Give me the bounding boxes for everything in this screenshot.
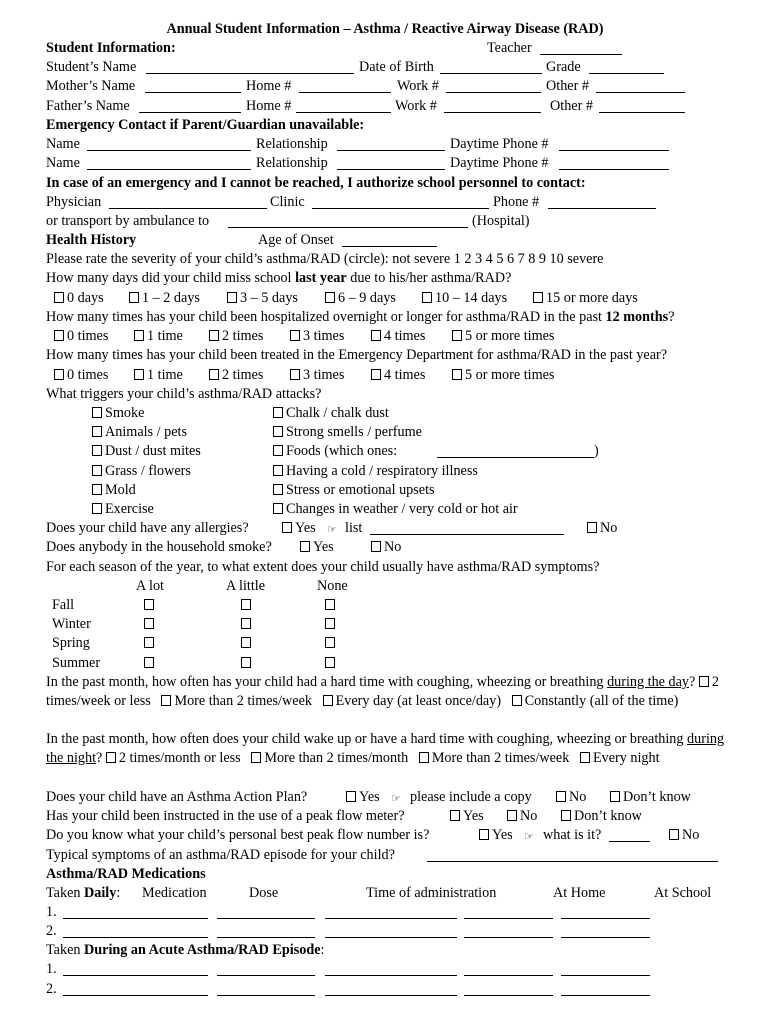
col-time: Time of administration [366,885,497,901]
daily-school-field[interactable] [561,904,650,919]
checkbox-icon[interactable] [92,407,102,418]
trigger-row [46,423,726,442]
checkbox-icon[interactable] [422,292,432,303]
ed-question: How many times has your child been treated in the Emergency Department for asthma/RAD in the past year? [46,347,668,363]
acute-medication-field[interactable] [63,981,208,996]
ed-option[interactable]: 5 or more times [452,366,554,385]
night-symptoms-question: In the past month, how often does your child wake up or have a hard time with coughing, wheezing or breathing during the night? 2 times/month or less More than 2 times/month More than 2 times/week Every night [46,731,725,767]
mother-row [46,77,726,96]
hospitalized-question: How many times has your child been hospitalized overnight or longer for asthma/RAD in the past 12 months? [46,309,675,325]
checkbox-icon[interactable] [144,599,154,610]
hosp-option[interactable]: 0 times [54,327,108,346]
meds-daily-header [46,884,726,903]
emergency-relationship-field-2[interactable] [337,155,445,170]
checkbox-icon[interactable] [273,407,283,418]
daily-med-row [46,922,726,941]
row-number: 2. [46,923,57,939]
allergies-row [46,519,726,538]
father-other-field[interactable] [599,98,685,113]
clinic-field[interactable] [312,194,489,209]
emergency-phone-field-1[interactable] [559,136,669,151]
checkbox-icon[interactable] [452,369,462,380]
pointing-hand-icon: ☞ [524,830,534,843]
checkbox-icon[interactable] [325,618,335,629]
checkbox-icon[interactable] [290,330,300,341]
mother-home-label: Home # [246,78,292,94]
miss-option[interactable]: 0 days [54,289,104,308]
checkbox-icon[interactable] [479,829,489,840]
father-other-label: Other # [550,98,593,114]
peak-no[interactable]: No [507,807,537,826]
trigger-option[interactable]: Animals / pets [92,423,187,442]
season-header [46,577,726,596]
emergency-phone-field-2[interactable] [559,155,669,170]
plan-copy-label: please include a copy [410,789,532,805]
grade-label: Grade [546,59,581,75]
miss-option[interactable]: 10 – 14 days [422,289,507,308]
checkbox-icon[interactable] [92,465,102,476]
day-option[interactable]: Constantly (all of the time) [512,693,679,709]
health-history-heading: Health History [46,232,137,248]
age-onset-label: Age of Onset [258,232,334,248]
emergency-name-field-2[interactable] [87,155,251,170]
miss-option[interactable]: 3 – 5 days [227,289,298,308]
hosp-option[interactable]: 5 or more times [452,327,554,346]
checkbox-icon[interactable] [144,637,154,648]
checkbox-icon[interactable] [92,445,102,456]
season-col-a-little: A little [226,578,266,594]
form-title: Annual Student Information – Asthma / Reactive Airway Disease (RAD) [166,21,604,37]
checkbox-icon[interactable] [587,522,597,533]
checkbox-icon[interactable] [512,695,522,706]
allergies-yes[interactable]: Yes [282,519,316,538]
acute-medication-field[interactable] [63,961,208,976]
trigger-option[interactable]: Smoke [92,404,144,423]
miss-option[interactable]: 6 – 9 days [325,289,396,308]
dob-label: Date of Birth [359,59,434,75]
checkbox-icon[interactable] [144,618,154,629]
hospital-field[interactable] [228,213,468,228]
foods-close-paren: ) [594,443,599,459]
daily-medication-field[interactable] [63,904,208,919]
mother-name-label: Mother’s Name [46,78,136,94]
checkbox-icon[interactable] [273,465,283,476]
trigger-option[interactable]: Changes in weather / very cold or hot air [273,500,518,519]
emergency-relationship-label: Relationship [256,155,328,171]
season-col-none: None [317,578,348,594]
hosp-option[interactable]: 3 times [290,327,344,346]
triggers-question: What triggers your child’s asthma/RAD attacks? [46,386,322,402]
missed-school-options [46,289,726,308]
taken-daily-label: Taken Daily: [46,885,121,901]
checkbox-icon[interactable] [325,657,335,668]
student-name-field[interactable] [146,59,354,74]
season-row [46,596,726,615]
physician-phone-label: Phone # [493,194,540,210]
checkbox-icon[interactable] [161,695,171,706]
trigger-row [46,404,726,423]
student-name-label: Student’s Name [46,59,137,75]
hospital-label: (Hospital) [472,213,530,229]
day-option[interactable]: 2 times/week or less [46,674,719,710]
physician-row [46,193,726,212]
night-option[interactable]: More than 2 times/week [419,750,570,766]
ambulance-row [46,212,726,231]
peak-flow-question: Has your child been instructed in the use of a peak flow meter? [46,808,405,824]
day-symptoms-question: In the past month, how often has your child had a hard time with coughing, wheezing or breathing during the day? 2 times/week or less More than 2 times/week Every day (at least once/day) Constantly (all of the time) [46,674,719,710]
checkbox-icon[interactable] [241,637,251,648]
season-col-a-lot: A lot [136,578,164,594]
best-peak-question: Do you know what your child’s personal best peak flow number is? [46,827,430,843]
mother-other-label: Other # [546,78,589,94]
trigger-row [46,481,726,500]
physician-label: Physician [46,194,102,210]
trigger-option[interactable]: Chalk / chalk dust [273,404,389,423]
season-row [46,634,726,653]
acute-dose-field[interactable] [217,961,315,976]
checkbox-icon[interactable] [699,676,709,687]
miss-option[interactable]: 15 or more days [533,289,638,308]
ed-option[interactable]: 4 times [371,366,425,385]
checkbox-icon[interactable] [371,330,381,341]
col-medication: Medication [142,885,207,901]
checkbox-icon[interactable] [106,752,116,763]
student-info-row [46,39,726,58]
checkbox-icon[interactable] [144,657,154,668]
missed-school-question: How many days did your child miss school last year due to his/her asthma/RAD? [46,270,512,286]
checkbox-icon[interactable] [561,810,571,821]
best-peak-field[interactable] [609,827,650,842]
acute-home-field[interactable] [464,981,553,996]
night-option[interactable]: More than 2 times/month [251,750,408,766]
father-name-label: Father’s Name [46,98,130,114]
miss-option[interactable]: 1 – 2 days [129,289,200,308]
best-peak-row [46,826,726,845]
clinic-label: Clinic [270,194,305,210]
season-row [46,615,726,634]
checkbox-icon[interactable] [325,637,335,648]
checkbox-icon[interactable] [227,292,237,303]
allergies-no[interactable]: No [587,519,617,538]
physician-field[interactable] [109,194,267,209]
mother-home-field[interactable] [299,78,391,93]
checkbox-icon[interactable] [346,791,356,802]
emergency-heading: Emergency Contact if Parent/Guardian unavailable: [46,117,365,133]
trigger-option[interactable]: Strong smells / perfume [273,423,422,442]
checkbox-icon[interactable] [610,791,620,802]
daily-dose-field[interactable] [217,904,315,919]
checkbox-icon[interactable] [325,292,335,303]
checkbox-icon[interactable] [419,752,429,763]
season-label: Winter [52,616,91,632]
meds-heading: Asthma/RAD Medications [46,866,206,882]
hosp-option[interactable]: 4 times [371,327,425,346]
trigger-option[interactable]: Stress or emotional upsets [273,481,435,500]
acute-school-field[interactable] [561,961,650,976]
hosp-option[interactable]: 2 times [209,327,263,346]
checkbox-icon[interactable] [54,292,64,303]
ambulance-label: or transport by ambulance to [46,213,210,229]
father-home-label: Home # [246,98,292,114]
mother-work-label: Work # [397,78,439,94]
father-work-field[interactable] [444,98,541,113]
daily-med-row [46,903,726,922]
authorize-heading: In case of an emergency and I cannot be reached, I authorize school personnel to contact: [46,175,586,191]
checkbox-icon[interactable] [92,503,102,514]
ed-option[interactable]: 0 times [54,366,108,385]
student-name-row [46,58,726,77]
checkbox-icon[interactable] [282,522,292,533]
father-row [46,97,726,116]
row-number: 1. [46,961,57,977]
emergency-phone-label: Daytime Phone # [450,155,549,171]
trigger-row [46,462,726,481]
emergency-phone-label: Daytime Phone # [450,136,549,152]
action-plan-row [46,788,726,807]
checkbox-icon[interactable] [452,330,462,341]
ed-option[interactable]: 2 times [209,366,263,385]
checkbox-icon[interactable] [209,330,219,341]
trigger-option[interactable]: Exercise [92,500,154,519]
col-dose: Dose [249,885,279,901]
teacher-label: Teacher [487,40,532,56]
checkbox-icon[interactable] [300,541,310,552]
daily-medication-field[interactable] [63,923,208,938]
ed-options [46,366,726,385]
allergies-list-label: list [345,520,363,536]
season-row [46,654,726,673]
acute-med-row [46,960,726,979]
season-question: For each season of the year, to what extent does your child usually have asthma/RAD symptoms? [46,559,600,575]
season-label: Fall [52,597,75,613]
col-at-home: At Home [553,885,606,901]
col-at-school: At School [654,885,712,901]
peak-yes[interactable]: Yes [450,807,484,826]
checkbox-icon[interactable] [533,292,543,303]
checkbox-icon[interactable] [669,829,679,840]
day-option[interactable]: More than 2 times/week [161,693,312,709]
emergency-name-label: Name [46,136,80,152]
checkbox-icon[interactable] [92,484,102,495]
mother-name-field[interactable] [145,78,241,93]
checkbox-icon[interactable] [209,369,219,380]
symptoms-row [46,846,726,865]
age-onset-field[interactable] [342,232,437,247]
best-no[interactable]: No [669,826,699,845]
row-number: 2. [46,981,57,997]
smoke-yes[interactable]: Yes [300,538,334,557]
emergency-name-field-1[interactable] [87,136,251,151]
smoke-no[interactable]: No [371,538,401,557]
mother-work-field[interactable] [446,78,541,93]
trigger-row [46,500,726,519]
daily-dose-field[interactable] [217,923,315,938]
emergency-row-2 [46,154,726,173]
trigger-option[interactable]: Grass / flowers [92,462,191,481]
pointing-hand-icon: ☞ [327,523,337,536]
action-plan-question: Does your child have an Asthma Action Plan? [46,789,308,805]
student-info-heading: Student Information: [46,40,176,56]
checkbox-icon[interactable] [241,657,251,668]
checkbox-icon[interactable] [54,369,64,380]
checkbox-icon[interactable] [241,618,251,629]
emergency-name-label: Name [46,155,80,171]
emergency-relationship-field-1[interactable] [337,136,445,151]
best-yes[interactable]: Yes [479,826,513,845]
hospitalized-options [46,327,726,346]
day-option[interactable]: Every day (at least once/day) [323,693,501,709]
smoke-row [46,538,726,557]
acute-school-field[interactable] [561,981,650,996]
peak-flow-row [46,807,726,826]
checkbox-icon[interactable] [507,810,517,821]
father-name-field[interactable] [139,98,241,113]
allergies-list-field[interactable] [370,520,564,535]
checkbox-icon[interactable] [273,426,283,437]
ed-option[interactable]: 3 times [290,366,344,385]
grade-field[interactable] [589,59,664,74]
emergency-relationship-label: Relationship [256,136,328,152]
season-label: Spring [52,635,90,651]
symptoms-field[interactable] [427,847,718,862]
mother-other-field[interactable] [596,78,685,93]
trigger-option[interactable]: Dust / dust mites [92,442,201,461]
acute-time-field[interactable] [325,961,457,976]
acute-heading: Taken During an Acute Asthma/RAD Episode: [46,942,325,958]
checkbox-icon[interactable] [371,541,381,552]
emergency-row-1 [46,135,726,154]
checkbox-icon[interactable] [129,292,139,303]
checkbox-icon[interactable] [241,599,251,610]
peak-dont-know[interactable]: Don’t know [561,807,642,826]
acute-med-row [46,980,726,999]
allergies-question: Does your child have any allergies? [46,520,249,536]
acute-home-field[interactable] [464,961,553,976]
health-history-row [46,231,726,250]
father-work-label: Work # [395,98,437,114]
checkbox-icon[interactable] [290,369,300,380]
dob-field[interactable] [440,59,542,74]
plan-yes[interactable]: Yes [346,788,380,807]
checkbox-icon[interactable] [134,369,144,380]
daily-home-field[interactable] [464,923,553,938]
physician-phone-field[interactable] [548,194,656,209]
father-home-field[interactable] [296,98,391,113]
acute-time-field[interactable] [325,981,457,996]
checkbox-icon[interactable] [251,752,261,763]
trigger-option[interactable]: Foods (which ones: [273,442,397,461]
daily-school-field[interactable] [561,923,650,938]
pointing-hand-icon: ☞ [391,792,401,805]
season-label: Summer [52,655,101,671]
trigger-option[interactable]: Mold [92,481,136,500]
ed-option[interactable]: 1 time [134,366,183,385]
acute-dose-field[interactable] [217,981,315,996]
foods-field[interactable] [437,443,594,458]
row-number: 1. [46,904,57,920]
trigger-option[interactable]: Having a cold / respiratory illness [273,462,478,481]
hosp-option[interactable]: 1 time [134,327,183,346]
checkbox-icon[interactable] [580,752,590,763]
daily-time-field[interactable] [325,904,457,919]
daily-time-field[interactable] [325,923,457,938]
checkbox-icon[interactable] [323,695,333,706]
checkbox-icon[interactable] [325,599,335,610]
night-option[interactable]: 2 times/month or less [106,750,241,766]
checkbox-icon[interactable] [450,810,460,821]
checkbox-icon[interactable] [273,503,283,514]
checkbox-icon[interactable] [134,330,144,341]
teacher-field[interactable] [540,40,622,55]
checkbox-icon[interactable] [54,330,64,341]
trigger-row [46,442,726,461]
smoke-question: Does anybody in the household smoke? [46,539,272,555]
symptoms-question: Typical symptoms of an asthma/RAD episode for your child? [46,847,395,863]
checkbox-icon[interactable] [92,426,102,437]
checkbox-icon[interactable] [556,791,566,802]
checkbox-icon[interactable] [273,445,283,456]
night-option[interactable]: Every night [580,750,660,766]
best-what-label: what is it? [543,827,602,843]
severity-question[interactable]: Please rate the severity of your child’s asthma/RAD (circle): not severe 1 2 3 4 5 6 7 8 9 10 severe [46,251,604,267]
plan-dont-know[interactable]: Don’t know [610,788,691,807]
checkbox-icon[interactable] [371,369,381,380]
daily-home-field[interactable] [464,904,553,919]
checkbox-icon[interactable] [273,484,283,495]
plan-no[interactable]: No [556,788,586,807]
